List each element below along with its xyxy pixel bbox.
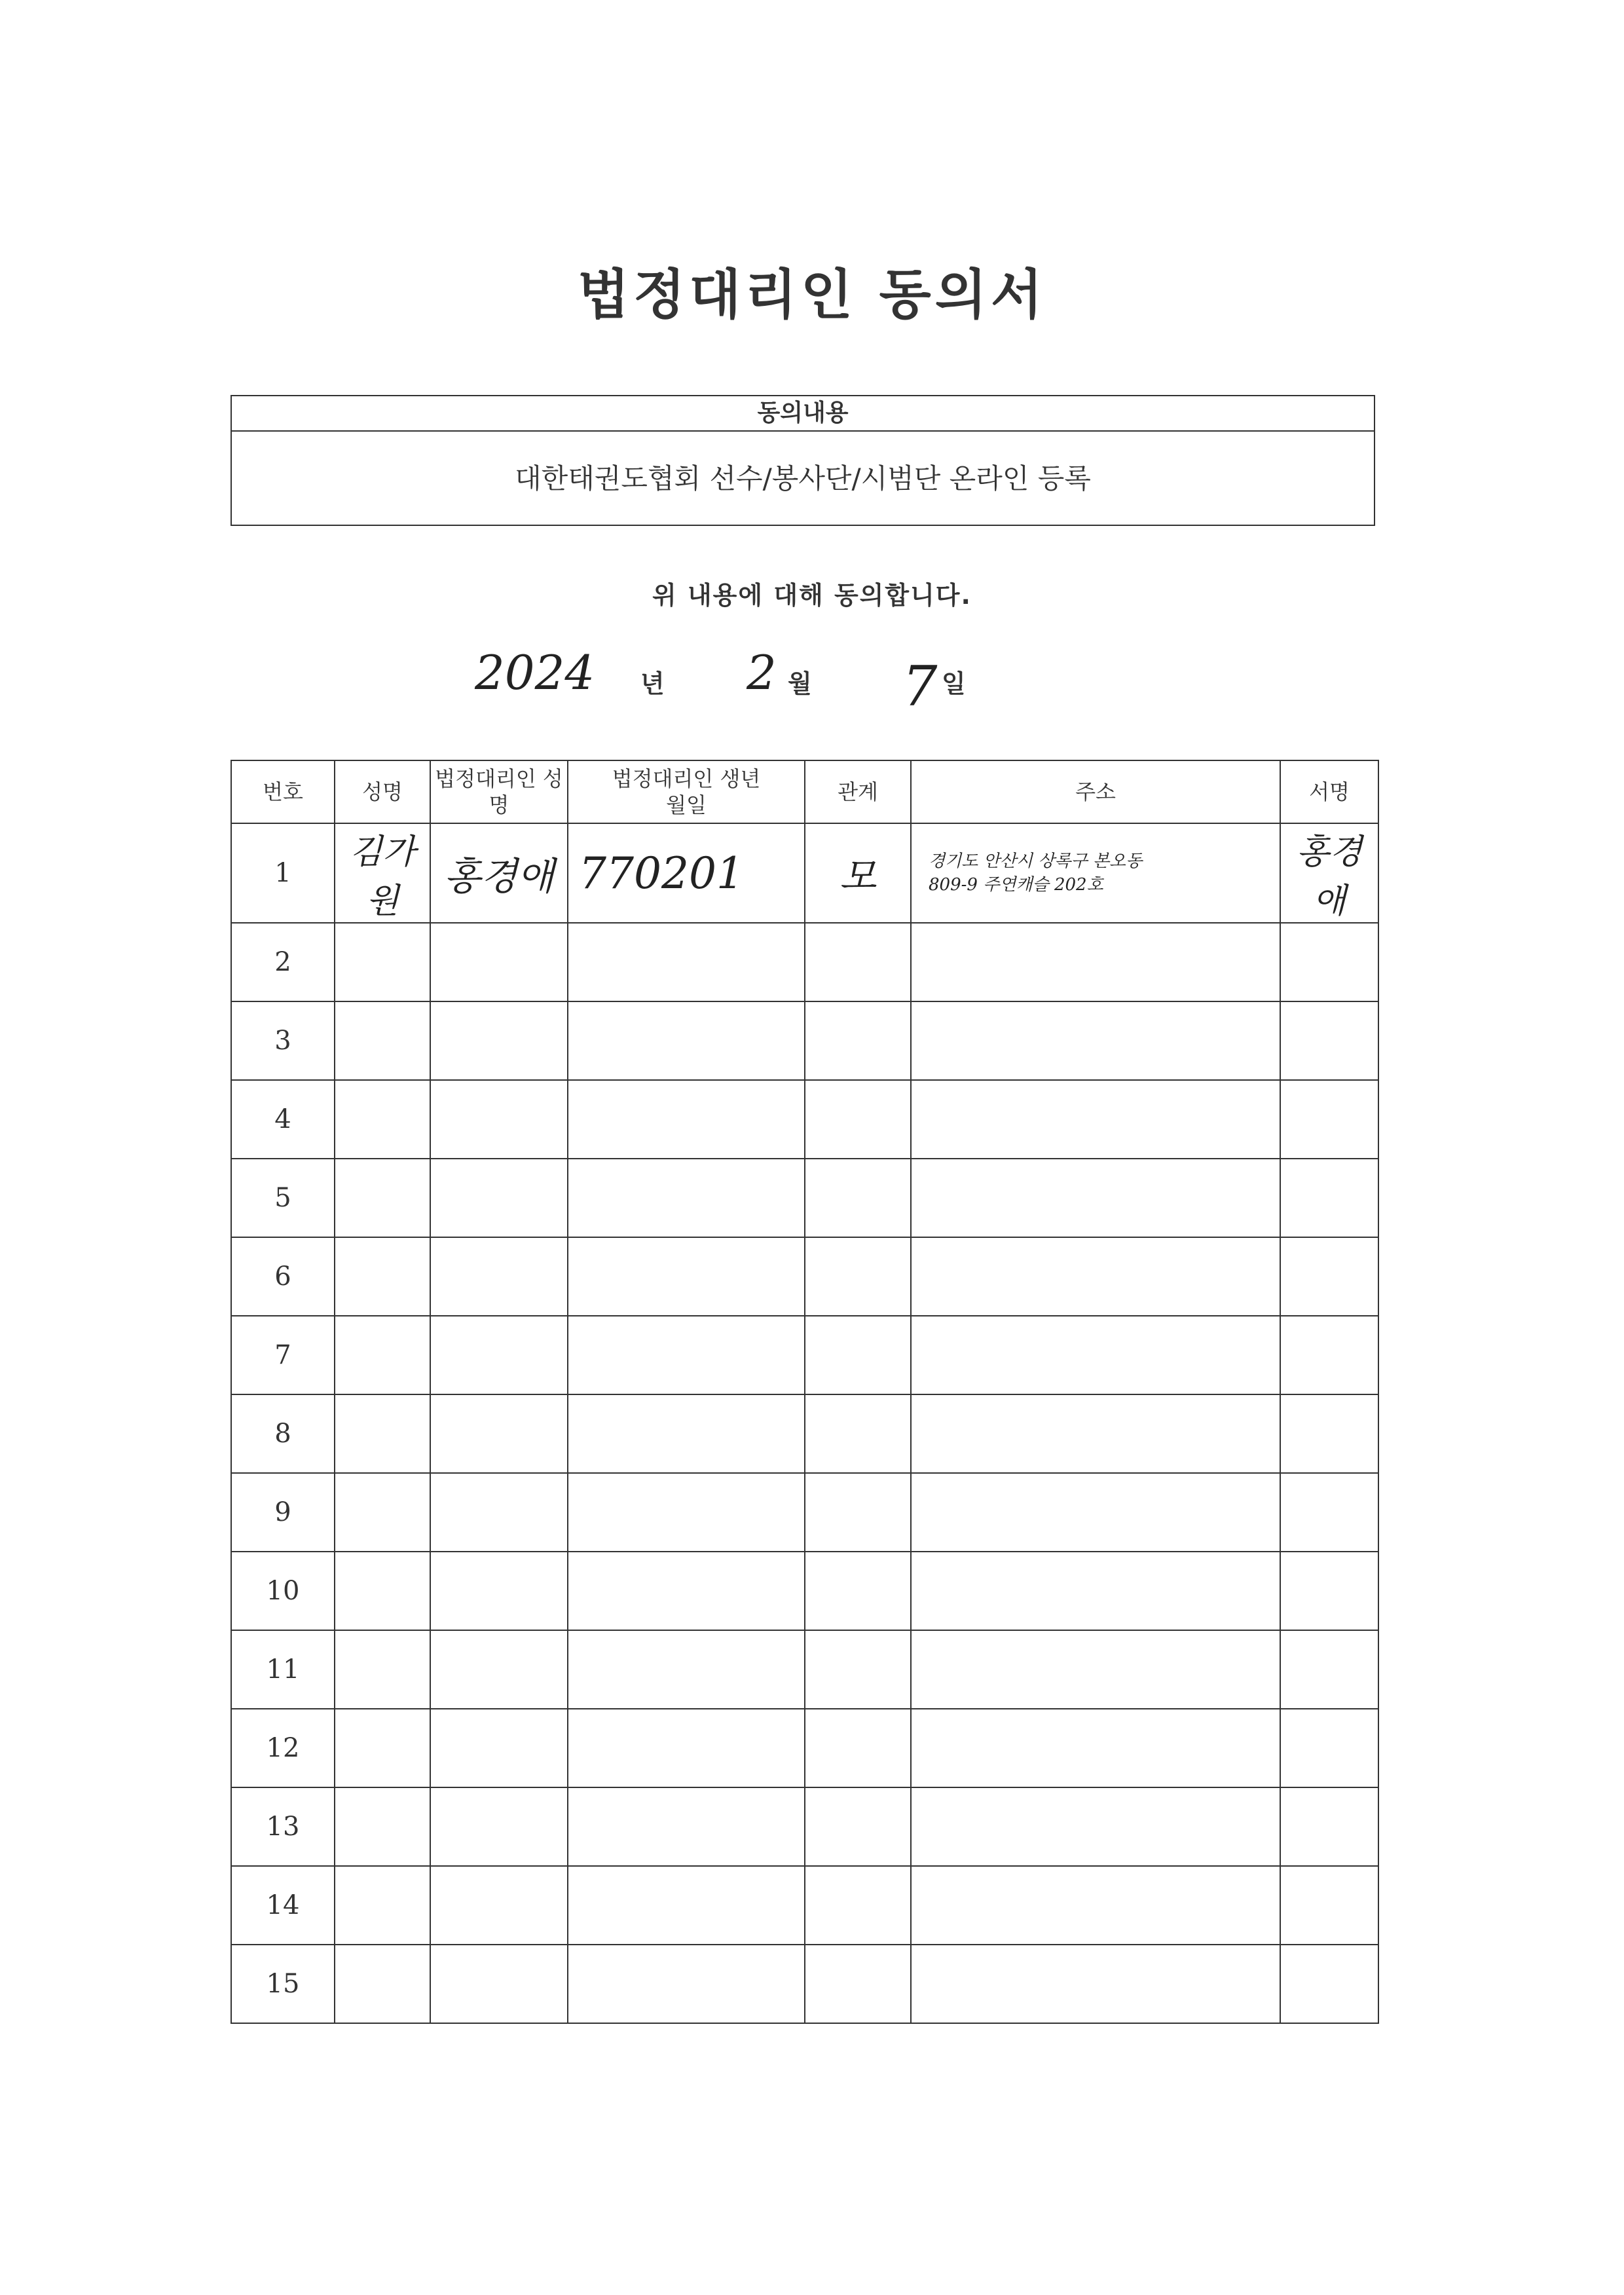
table-row xyxy=(231,1080,1378,1159)
cell-relation xyxy=(805,1237,911,1316)
header-signature: 서명 xyxy=(1280,760,1378,823)
cell-signature xyxy=(1280,1945,1378,2023)
consent-header: 동의내용 xyxy=(232,396,1374,432)
document-title: 법정대리인 동의서 xyxy=(577,264,1047,326)
cell-name xyxy=(335,1552,430,1630)
table-row xyxy=(231,1866,1378,1945)
cell-guardian-birth xyxy=(568,1473,805,1552)
cell-signature xyxy=(1280,1630,1378,1709)
cell-number: 7 xyxy=(231,1316,335,1394)
cell-name xyxy=(335,1159,430,1237)
agreement-statement: 위 내용에 대해 동의합니다. xyxy=(652,581,972,610)
cell-address xyxy=(911,923,1280,1001)
header-guardian-birthdate: 법정대리인 생년월일 xyxy=(568,760,805,823)
cell-address xyxy=(911,1787,1280,1866)
cell-guardian-name xyxy=(430,1866,568,1945)
table-row xyxy=(231,1316,1378,1394)
table-row xyxy=(231,1473,1378,1552)
cell-name xyxy=(335,1709,430,1787)
cell-name xyxy=(335,1945,430,2023)
table-row xyxy=(231,1552,1378,1630)
cell-number: 15 xyxy=(231,1945,335,2023)
cell-guardian-birth xyxy=(568,1945,805,2023)
cell-relation xyxy=(805,1552,911,1630)
cell-guardian-name xyxy=(430,1001,568,1080)
table-row xyxy=(231,1394,1378,1473)
cell-guardian-birth xyxy=(568,1866,805,1945)
date-month-unit: 월 xyxy=(788,669,812,698)
cell-address-handwritten xyxy=(911,823,1280,923)
cell-signature xyxy=(1280,1080,1378,1159)
date-year-unit: 년 xyxy=(640,669,665,698)
cell-signature xyxy=(1280,1787,1378,1866)
cell-signature xyxy=(1280,1394,1378,1473)
cell-guardian-name xyxy=(430,1552,568,1630)
cell-guardian-name xyxy=(430,1630,568,1709)
cell-number: 8 xyxy=(231,1394,335,1473)
cell-address xyxy=(911,1945,1280,2023)
table-row xyxy=(231,923,1378,1001)
table-row xyxy=(231,1001,1378,1080)
cell-relation xyxy=(805,1945,911,2023)
cell-name xyxy=(335,1473,430,1552)
table-header-row xyxy=(231,760,1378,823)
registration-table xyxy=(231,760,1379,2024)
cell-signature xyxy=(1280,1237,1378,1316)
cell-guardian-birth xyxy=(568,1316,805,1394)
cell-address xyxy=(911,1394,1280,1473)
cell-relation xyxy=(805,1866,911,1945)
cell-guardian-name xyxy=(430,1394,568,1473)
cell-signature xyxy=(1280,1473,1378,1552)
date-line xyxy=(0,645,1624,717)
cell-guardian-name xyxy=(430,1945,568,2023)
cell-guardian-name xyxy=(430,1787,568,1866)
cell-number: 9 xyxy=(231,1473,335,1552)
cell-name xyxy=(335,1237,430,1316)
address-line-2: 809-9 주연캐슬 202호 xyxy=(929,875,1103,895)
cell-name xyxy=(335,1394,430,1473)
consent-box xyxy=(231,395,1375,526)
cell-name xyxy=(335,1316,430,1394)
cell-number: 11 xyxy=(231,1630,335,1709)
cell-relation xyxy=(805,1080,911,1159)
cell-guardian-birth xyxy=(568,1080,805,1159)
cell-address xyxy=(911,1866,1280,1945)
date-day-handwritten: 7 xyxy=(902,654,938,718)
date-year-handwritten: 2024 xyxy=(475,645,595,700)
cell-guardian-birth xyxy=(568,1709,805,1787)
cell-relation xyxy=(805,1001,911,1080)
cell-signature xyxy=(1280,1866,1378,1945)
table-row xyxy=(231,1709,1378,1787)
cell-guardian-name xyxy=(430,1159,568,1237)
cell-guardian-birth xyxy=(568,1237,805,1316)
cell-relation xyxy=(805,1787,911,1866)
cell-signature xyxy=(1280,1001,1378,1080)
cell-guardian-birth xyxy=(568,1630,805,1709)
date-day-unit: 일 xyxy=(942,669,966,698)
cell-signature xyxy=(1280,923,1378,1001)
cell-name xyxy=(335,1080,430,1159)
header-guardian-name: 법정대리인 성명 xyxy=(430,760,568,823)
header-relation: 관계 xyxy=(805,760,911,823)
cell-address xyxy=(911,1237,1280,1316)
cell-name xyxy=(335,1866,430,1945)
cell-guardian-name xyxy=(430,1080,568,1159)
cell-guardian-name xyxy=(430,1709,568,1787)
cell-address xyxy=(911,1001,1280,1080)
header-number: 번호 xyxy=(231,760,335,823)
table-row xyxy=(231,1630,1378,1709)
cell-relation xyxy=(805,1159,911,1237)
cell-guardian-birth xyxy=(568,1787,805,1866)
cell-number: 5 xyxy=(231,1159,335,1237)
cell-address xyxy=(911,1630,1280,1709)
table-row xyxy=(231,1237,1378,1316)
cell-name-handwritten: 김가원 xyxy=(335,823,430,923)
table-row xyxy=(231,1159,1378,1237)
header-name: 성명 xyxy=(335,760,430,823)
cell-number: 10 xyxy=(231,1552,335,1630)
header-address: 주소 xyxy=(911,760,1280,823)
date-month-handwritten: 2 xyxy=(747,645,777,700)
cell-relation xyxy=(805,923,911,1001)
cell-number: 6 xyxy=(231,1237,335,1316)
cell-relation-handwritten: 모 xyxy=(805,823,911,923)
cell-guardian-birth xyxy=(568,1001,805,1080)
cell-relation xyxy=(805,1709,911,1787)
cell-address xyxy=(911,1080,1280,1159)
consent-content: 대한태권도협회 선수/봉사단/시범단 온라인 등록 xyxy=(515,462,1091,494)
table-row xyxy=(231,1945,1378,2023)
cell-number: 14 xyxy=(231,1866,335,1945)
cell-guardian-birth xyxy=(568,1552,805,1630)
table-body xyxy=(231,823,1378,2023)
cell-signature xyxy=(1280,1709,1378,1787)
cell-number: 13 xyxy=(231,1787,335,1866)
cell-guardian-name xyxy=(430,1237,568,1316)
cell-relation xyxy=(805,1473,911,1552)
cell-signature-handwritten: 홍경애 xyxy=(1280,823,1378,923)
address-line-1: 경기도 안산시 상록구 본오동 xyxy=(929,851,1143,871)
cell-name xyxy=(335,923,430,1001)
cell-guardian-birth xyxy=(568,1394,805,1473)
cell-relation xyxy=(805,1630,911,1709)
cell-name xyxy=(335,1630,430,1709)
cell-number: 4 xyxy=(231,1080,335,1159)
cell-guardian-name xyxy=(430,1473,568,1552)
cell-number: 12 xyxy=(231,1709,335,1787)
table-row xyxy=(231,823,1378,923)
cell-relation xyxy=(805,1394,911,1473)
cell-signature xyxy=(1280,1316,1378,1394)
cell-signature xyxy=(1280,1159,1378,1237)
cell-address xyxy=(911,1159,1280,1237)
cell-signature xyxy=(1280,1552,1378,1630)
cell-address xyxy=(911,1709,1280,1787)
cell-name xyxy=(335,1001,430,1080)
cell-address xyxy=(911,1473,1280,1552)
cell-address xyxy=(911,1552,1280,1630)
cell-address xyxy=(911,1316,1280,1394)
cell-relation xyxy=(805,1316,911,1394)
cell-guardian-name xyxy=(430,923,568,1001)
cell-guardian-name-handwritten: 홍경애 xyxy=(430,823,568,923)
cell-number: 3 xyxy=(231,1001,335,1080)
cell-number: 1 xyxy=(231,823,335,923)
table-row xyxy=(231,1787,1378,1866)
cell-guardian-birth xyxy=(568,1159,805,1237)
cell-name xyxy=(335,1787,430,1866)
cell-guardian-name xyxy=(430,1316,568,1394)
cell-number: 2 xyxy=(231,923,335,1001)
cell-guardian-birth xyxy=(568,923,805,1001)
cell-guardian-birth-handwritten: 770201 xyxy=(568,823,805,923)
